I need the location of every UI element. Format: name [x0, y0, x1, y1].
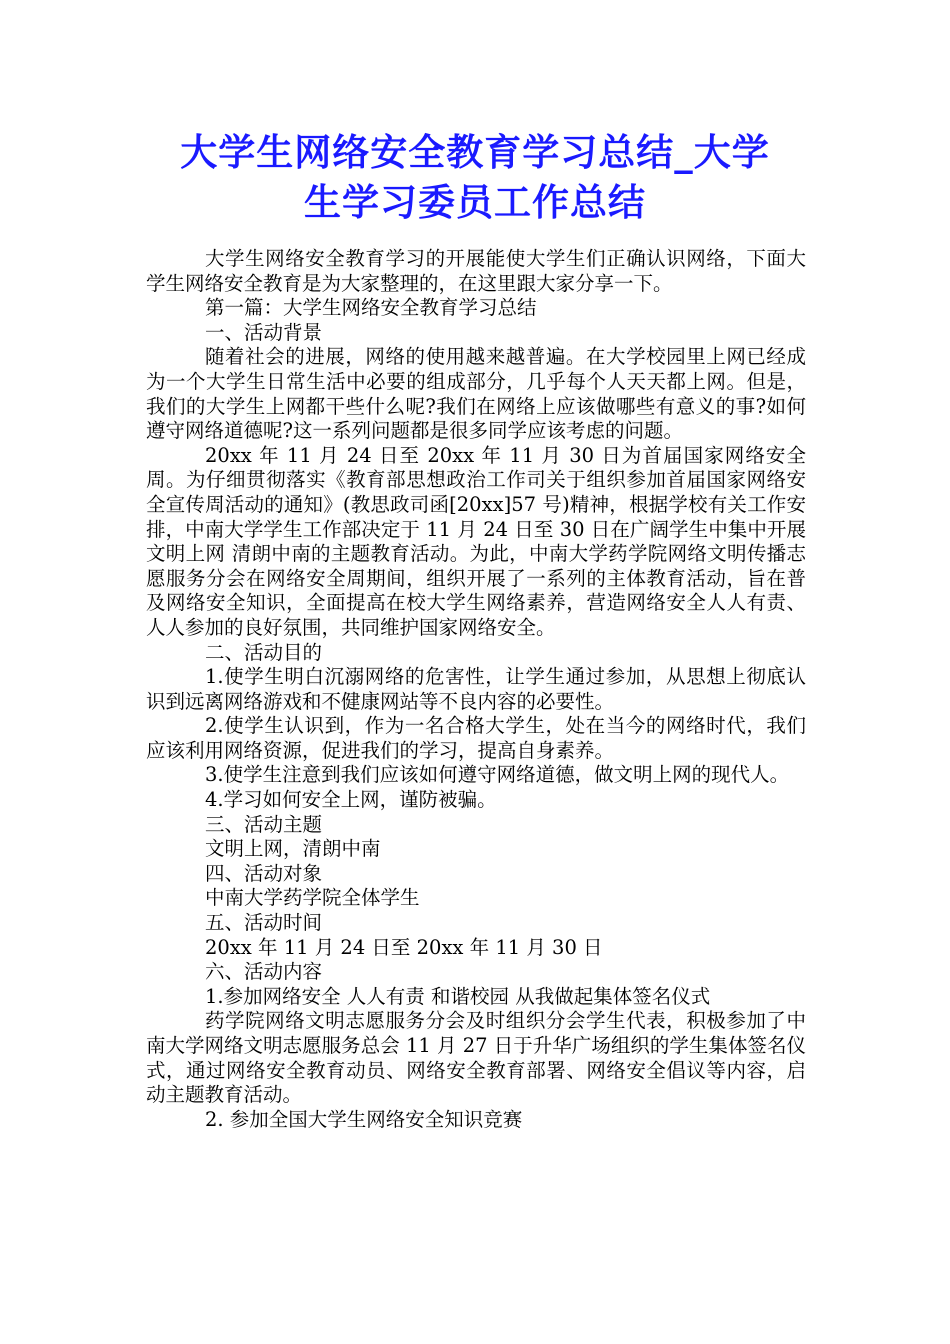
- section-heading: 四、活动对象: [205, 861, 323, 885]
- paragraph: 大学生网络安全教育学习的开展能使大学生们正确认识网络，下面大学生网络安全教育是为大家整理的，在这里跟大家分享一下。: [146, 247, 806, 295]
- section-heading: 二、活动目的: [205, 640, 323, 664]
- title-line-2: 生学习委员工作总结: [304, 181, 646, 224]
- list-item: 3.使学生注意到我们应该如何遵守网络道德，做文明上网的现代人。: [205, 763, 790, 787]
- list-item: 2. 参加全国大学生网络安全知识竞赛: [205, 1107, 523, 1131]
- list-item: 2.使学生认识到，作为一名合格大学生，处在当今的网络时代，我们应该利用网络资源，促进我们的学习，提高自身素养。: [146, 714, 806, 762]
- section-heading: 三、活动主题: [205, 812, 323, 836]
- section-heading: 五、活动时间: [205, 911, 323, 935]
- document-title: [120, 128, 830, 228]
- paragraph: 20xx 年 11 月 24 日至 20xx 年 11 月 30 日: [205, 935, 603, 959]
- paragraph: 随着社会的进展，网络的使用越来越普遍。在大学校园里上网已经成为一个大学生日常生活中必要的组成部分，几乎每个人天天都上网。但是，我们的大学生上网都干些什么呢?我们在网络上应该做哪些有意义的事?如何遵守网络道德呢?这一系列问题都是很多同学应该考虑的问题。: [146, 345, 806, 443]
- section-heading: 一、活动背景: [205, 320, 323, 344]
- document-body: [146, 247, 806, 1132]
- list-item: 4.学习如何安全上网，谨防被骗。: [205, 788, 497, 812]
- title-line-1: 大学生网络安全教育学习总结_大学: [180, 131, 770, 174]
- paragraph: 文明上网，清朗中南: [205, 837, 381, 861]
- paragraph: 中南大学药学院全体学生: [205, 886, 420, 910]
- paragraph: 药学院网络文明志愿服务分会及时组织分会学生代表，积极参加了中南大学网络文明志愿服务总会 11 月 27 日于升华广场组织的学生集体签名仪式，通过网络安全教育动员、网络安全教育部署、网络安全倡议等内容，启动主题教育活动。: [146, 1009, 806, 1107]
- section-heading: 第一篇：大学生网络安全教育学习总结: [205, 296, 537, 320]
- list-item: 1.使学生明白沉溺网络的危害性，让学生通过参加，从思想上彻底认识到远离网络游戏和不健康网站等不良内容的必要性。: [146, 665, 806, 713]
- list-item: 1.参加网络安全 人人有责 和谐校园 从我做起集体签名仪式: [205, 984, 711, 1008]
- paragraph: 20xx 年 11 月 24 日至 20xx 年 11 月 30 日为首届国家网络安全周。为仔细贯彻落实《教育部思想政治工作司关于组织参加首届国家网络安全宣传周活动的通知》(教思政司函[20xx]57 号)精神，根据学校有关工作安排，中南大学学生工作部决定于 11 月 24 日至 30 日在广阔学生中集中开展文明上网 清朗中南的主题教育活动。为此，中南大学药学院网络文明传播志愿服务分会在网络安全周期间，组织开展了一系列的主体教育活动，旨在普及网络安全知识，全面提高在校大学生网络素养，营造网络安全人人有责、人人参加的良好氛围，共同维护国家网络安全。: [146, 443, 806, 639]
- section-heading: 六、活动内容: [205, 960, 323, 984]
